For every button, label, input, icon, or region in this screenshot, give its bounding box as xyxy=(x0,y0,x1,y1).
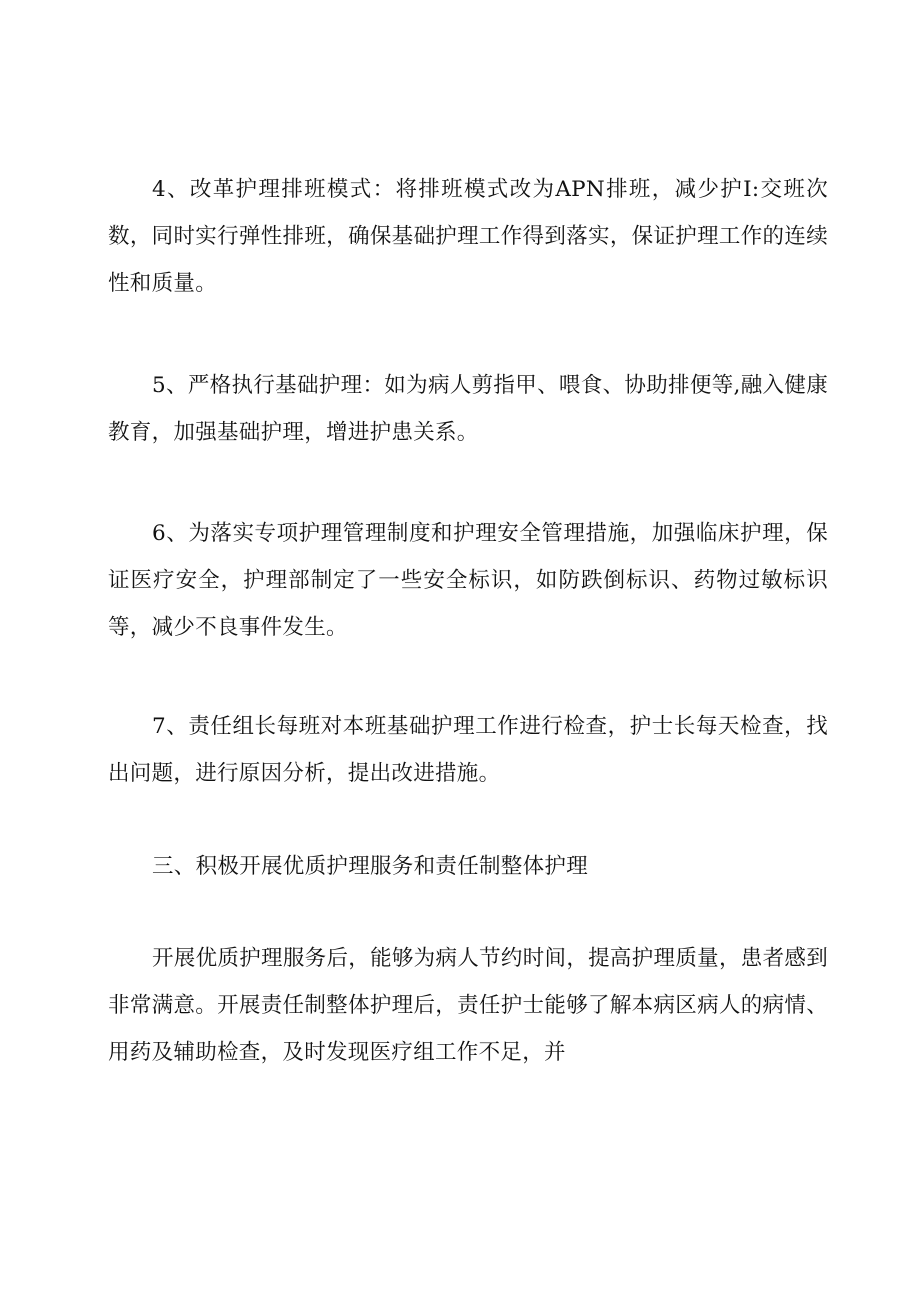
closing-paragraph: 开展优质护理服务后，能够为病人节约时间，提高护理质量，患者感到非常满意。开展责任制整体护理后，责任护士能够了解本病区病人的病情、用药及辅助检查，及时发现医疗组工作不足，并 xyxy=(108,946,828,1065)
paragraph-item-6: 6、为落实专项护理管理制度和护理安全管理措施，加强临床护理，保证医疗安全，护理部制定了一些安全标识，如防跌倒标识、药物过敏标识等，减少不良事件发生。 xyxy=(108,521,828,640)
paragraph-item-4: 4、改革护理排班模式：将排班模式改为APN排班，减少护I:交班次数，同时实行弹性排班，确保基础护理工作得到落实，保证护理工作的连续性和质量。 xyxy=(108,177,828,296)
paragraph-item-7: 7、责任组长每班对本班基础护理工作进行检查，护士长每天检查，找出问题，进行原因分析，提出改进措施。 xyxy=(108,714,828,786)
section-heading: 三、积极开展优质护理服务和责任制整体护理 xyxy=(152,854,589,879)
paragraph-item-5: 5、严格执行基础护理：如为病人剪指甲、喂食、协助排便等,融入健康教育，加强基础护理，增进护患关系。 xyxy=(108,373,828,445)
